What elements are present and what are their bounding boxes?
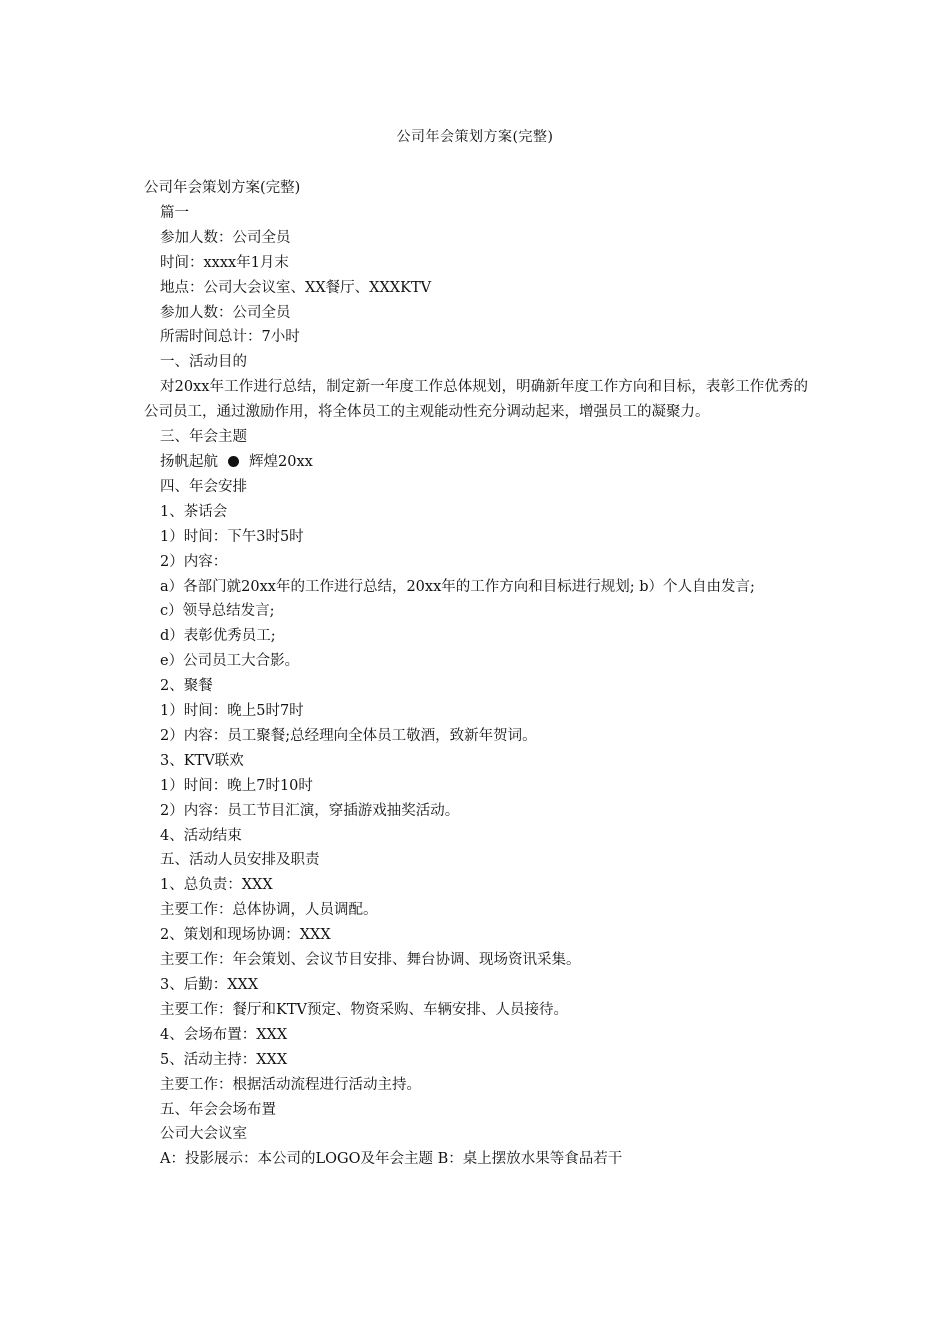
theme-line: [144, 450, 808, 475]
text-line: 地点：公司大会议室、XX餐厅、XXXKTV: [160, 279, 432, 296]
text-line: 4、会场布置：XXX: [160, 1026, 288, 1043]
text-line: c）领导总结发言;: [160, 603, 275, 620]
text-line: 主要工作：年会策划、会议节目安排、舞台协调、现场资讯采集。: [160, 952, 581, 969]
text-line: 4、活动结束: [160, 827, 242, 844]
text-line: 参加人数：公司全员: [160, 229, 291, 246]
text-line: 1）时间：晚上7时10时: [160, 777, 313, 794]
text-line: 1）时间：晚上5时7时: [160, 703, 304, 720]
section-heading: 一、活动目的: [160, 354, 247, 371]
text-line: 3、KTV联欢: [160, 752, 244, 769]
text-line: 主要工作：根据活动流程进行活动主持。: [160, 1076, 421, 1093]
text-line: 1、茶话会: [160, 503, 228, 520]
theme-part-b: 辉煌20xx: [249, 453, 313, 470]
text-line: 所需时间总计：7小时: [160, 329, 300, 346]
section-label: 篇一: [160, 204, 189, 221]
text-line: 时间：xxxx年1月末: [160, 254, 289, 271]
text-line: 公司大会议室: [160, 1126, 247, 1143]
text-line: 3、后勤：XXX: [160, 977, 259, 993]
text-line: 2）内容：员工节目汇演，穿插游戏抽奖活动。: [160, 802, 460, 819]
text-line: 2、策划和现场协调：XXX: [160, 927, 331, 944]
text-line: 1）时间：下午3时5时: [160, 528, 304, 545]
text-line: d）表彰优秀员工;: [160, 628, 276, 645]
bullet-dot-icon: [228, 456, 239, 467]
paragraph: a）各部门就20xx年的工作进行总结，20xx年的工作方向和目标进行规划; b）个人自由发言;: [160, 578, 755, 595]
text-line: 1、总负责：XXX: [160, 877, 273, 894]
text-line: e）公司员工大合影。: [160, 653, 300, 670]
text-line: 2、聚餐: [160, 678, 213, 695]
section-heading: 四、年会安排: [160, 478, 247, 495]
document-heading: 公司年会策划方案(完整): [144, 180, 301, 196]
section-heading: 三、年会主题: [160, 429, 247, 446]
text-line: 主要工作：总体协调，人员调配。: [160, 902, 378, 919]
section-heading: 五、活动人员安排及职责: [160, 852, 320, 869]
section-heading: 五、年会会场布置: [160, 1101, 276, 1118]
text-line: 2）内容：员工聚餐;总经理向全体员工敬酒，致新年贺词。: [160, 727, 537, 744]
document-title: 公司年会策划方案(完整): [396, 129, 554, 145]
paragraph: 对20xx年工作进行总结，制定新一年度工作总体规划，明确新年度工作方向和目标，表彰工作优秀的公司员工，通过激励作用，将全体员工的主观能动性充分调动起来，增强员工的凝聚力。: [144, 379, 808, 421]
text-line: A：投影展示：本公司的LOGO及年会主题 B：桌上摆放水果等食品若干: [160, 1151, 623, 1168]
text-line: 2）内容：: [160, 553, 228, 570]
text-line: 5、活动主持：XXX: [160, 1051, 288, 1068]
text-line: 参加人数：公司全员: [160, 304, 291, 321]
document-body: [144, 176, 808, 1172]
theme-part-a: 扬帆起航: [160, 453, 218, 470]
text-line: 主要工作：餐厅和KTV预定、物资采购、车辆安排、人员接待。: [160, 1001, 568, 1018]
